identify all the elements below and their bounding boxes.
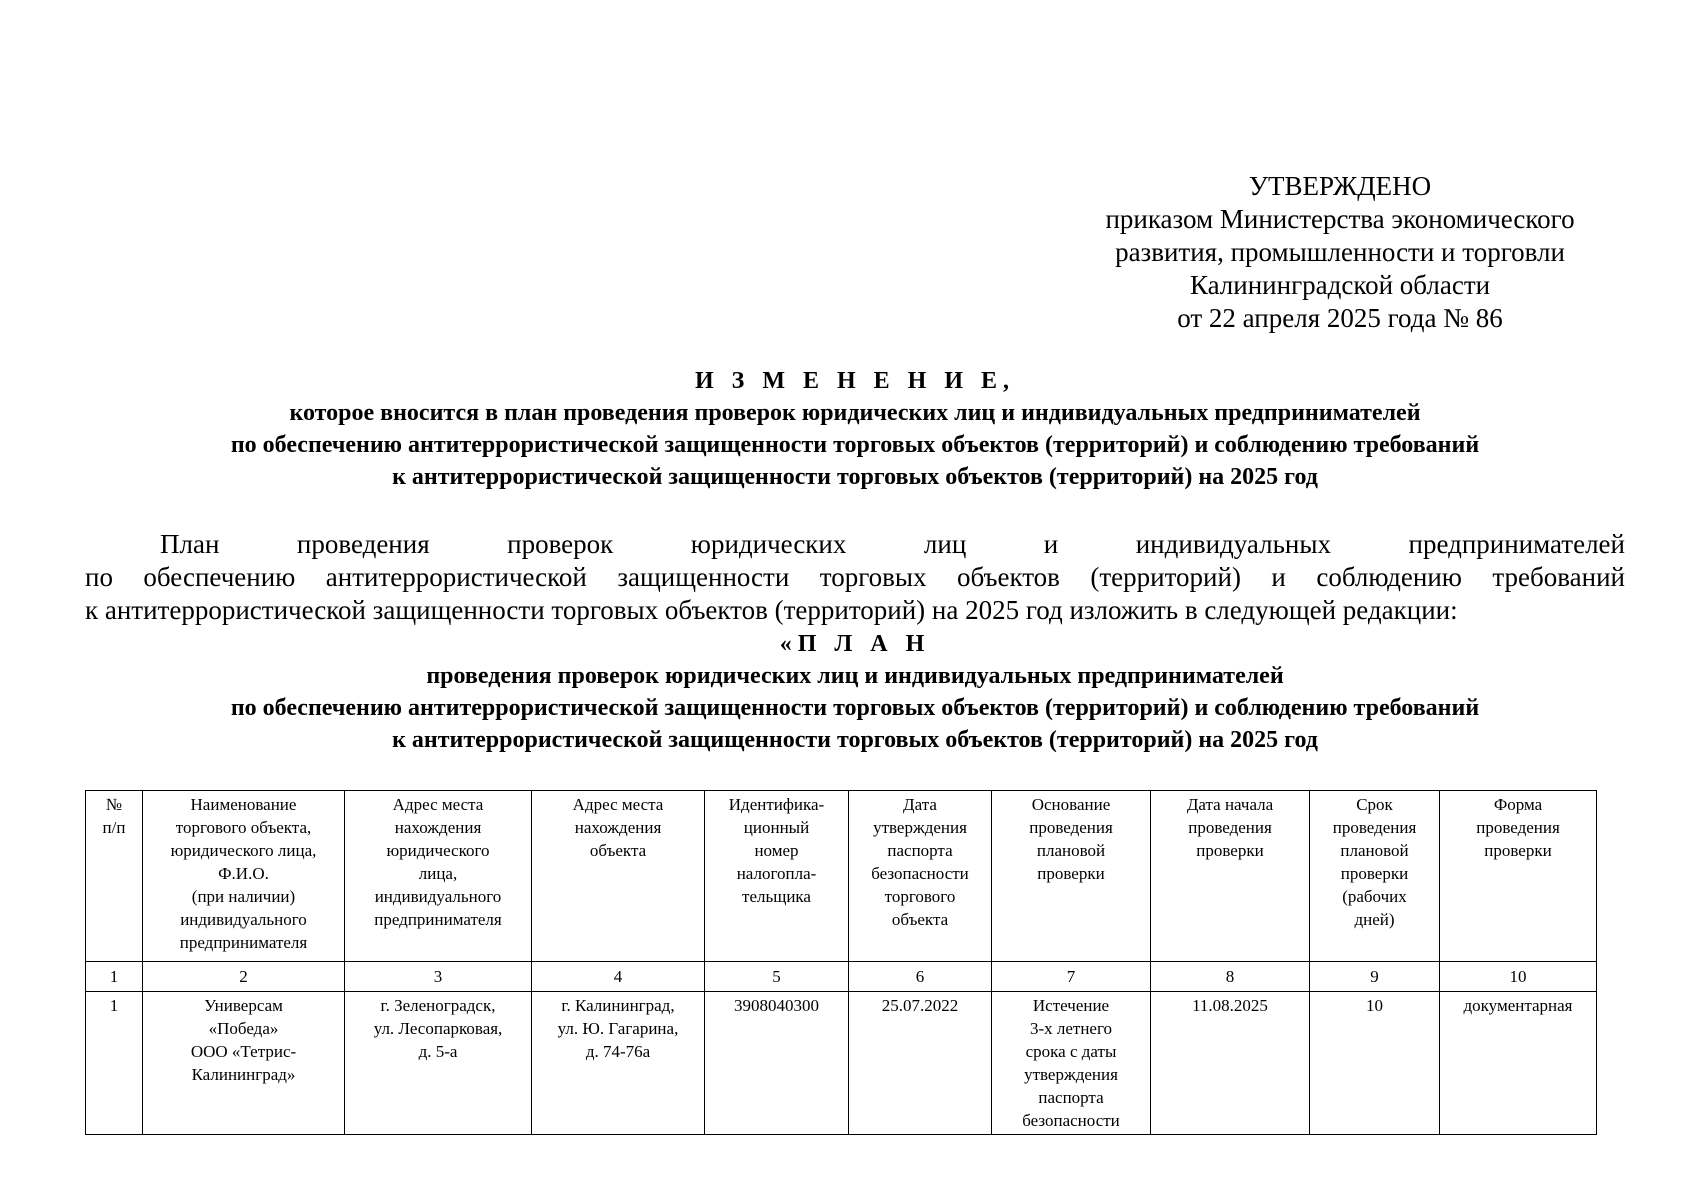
cell-line: Калининград» bbox=[191, 1065, 296, 1084]
cell-line: 11.08.2025 bbox=[1192, 996, 1268, 1015]
cell-line: нахождения bbox=[574, 818, 662, 837]
cell-line: проверки bbox=[1037, 864, 1105, 883]
cell-line: Срок bbox=[1356, 795, 1393, 814]
plan-subtitle-line: к антитеррористической защищенности торговых объектов (территорий) на 2025 год bbox=[392, 727, 1318, 753]
cell-line: «Победа» bbox=[208, 1019, 279, 1038]
cell-line: безопасности bbox=[871, 864, 969, 883]
table-cell bbox=[992, 992, 1151, 1135]
cell-line: номер bbox=[754, 841, 799, 860]
column-number: 2 bbox=[143, 962, 345, 992]
cell-line: Идентифика- bbox=[728, 795, 825, 814]
column-header bbox=[1440, 791, 1597, 962]
column-number: 10 bbox=[1440, 962, 1597, 992]
table-cell bbox=[705, 992, 849, 1135]
cell-line: Дата bbox=[903, 795, 937, 814]
intro-paragraph bbox=[85, 528, 1625, 627]
cell-line: объекта bbox=[589, 841, 647, 860]
cell-line: № bbox=[105, 795, 123, 814]
table-cell bbox=[849, 992, 992, 1135]
cell-line: д. 5-а bbox=[418, 1042, 458, 1061]
cell-line: 3908040300 bbox=[734, 996, 819, 1015]
cell-line: проведения bbox=[1188, 818, 1272, 837]
change-heading: И З М Е Н Е Н И Е, bbox=[694, 368, 1015, 394]
change-subtitle-line: которое вносится в план проведения проверок юридических лиц и индивидуальных предпринимателей bbox=[289, 400, 1421, 426]
table-cell bbox=[345, 992, 532, 1135]
table-row bbox=[86, 992, 1597, 1135]
cell-line: Универсам bbox=[204, 996, 283, 1015]
cell-line: 10 bbox=[1366, 996, 1383, 1015]
column-header bbox=[532, 791, 705, 962]
cell-line: ул. Ю. Гагарина, bbox=[557, 1019, 679, 1038]
column-number: 9 bbox=[1310, 962, 1440, 992]
change-title bbox=[85, 365, 1625, 493]
cell-line: юридического лица, bbox=[170, 841, 317, 860]
cell-line: проведения bbox=[1029, 818, 1113, 837]
column-numbers-row bbox=[86, 962, 1597, 992]
plan-heading: «П Л А Н bbox=[779, 631, 931, 657]
cell-line: плановой bbox=[1340, 841, 1409, 860]
change-subtitle-line: по обеспечению антитеррористической защищенности торговых объектов (территорий) и соблюдению требований bbox=[230, 432, 1480, 458]
cell-line: паспорта bbox=[1038, 1088, 1104, 1107]
cell-line: проверки bbox=[1484, 841, 1552, 860]
cell-line: Форма bbox=[1493, 795, 1543, 814]
cell-line: торгового объекта, bbox=[175, 818, 312, 837]
cell-line: документарная bbox=[1463, 996, 1573, 1015]
table-cell bbox=[86, 992, 143, 1135]
cell-line: лица, bbox=[418, 864, 458, 883]
cell-line: утверждения bbox=[1024, 1065, 1118, 1084]
column-header bbox=[849, 791, 992, 962]
column-header bbox=[705, 791, 849, 962]
approval-line: развития, промышленности и торговли bbox=[1115, 237, 1565, 267]
cell-line: ул. Лесопарковая, bbox=[373, 1019, 503, 1038]
cell-line: ционный bbox=[743, 818, 810, 837]
column-number: 8 bbox=[1151, 962, 1310, 992]
cell-line: г. Зеленоградск, bbox=[380, 996, 496, 1015]
cell-line: индивидуального bbox=[374, 887, 502, 906]
cell-line: Адрес места bbox=[572, 795, 664, 814]
cell-line: 25.07.2022 bbox=[881, 996, 959, 1015]
cell-line: проверки bbox=[1340, 864, 1409, 883]
approval-line: от 22 апреля 2025 года № 86 bbox=[1177, 303, 1503, 333]
cell-line: юридического bbox=[386, 841, 490, 860]
cell-line: 1 bbox=[109, 996, 119, 1015]
approval-line: приказом Министерства экономического bbox=[1105, 204, 1575, 234]
cell-line: плановой bbox=[1036, 841, 1106, 860]
intro-line: План проведения проверок юридических лиц и индивидуальных предпринимателей bbox=[160, 529, 1625, 559]
table-cell bbox=[532, 992, 705, 1135]
table-cell bbox=[1151, 992, 1310, 1135]
cell-line: дней) bbox=[1354, 910, 1395, 929]
approval-stamp bbox=[1100, 170, 1580, 335]
cell-line: (при наличии) bbox=[191, 887, 296, 906]
cell-line: срока с даты bbox=[1025, 1042, 1117, 1061]
cell-line: индивидуального bbox=[180, 910, 307, 929]
cell-line: п/п bbox=[102, 818, 126, 837]
column-header bbox=[1310, 791, 1440, 962]
column-header bbox=[992, 791, 1151, 962]
column-header bbox=[86, 791, 143, 962]
intro-line: к антитеррористической защищенности торговых объектов (территорий) на 2025 год изложить в следующей редакции: bbox=[85, 595, 1458, 625]
cell-line: безопасности bbox=[1022, 1111, 1120, 1130]
column-number: 4 bbox=[532, 962, 705, 992]
cell-line: Адрес места bbox=[392, 795, 484, 814]
cell-line: проверки bbox=[1196, 841, 1264, 860]
cell-line: объекта bbox=[891, 910, 949, 929]
cell-line: Ф.И.О. bbox=[218, 864, 269, 883]
cell-line: Наименование bbox=[190, 795, 297, 814]
column-header bbox=[1151, 791, 1310, 962]
cell-line: проведения bbox=[1476, 818, 1560, 837]
cell-line: налогопла- bbox=[736, 864, 817, 883]
cell-line: д. 74-76а bbox=[585, 1042, 651, 1061]
cell-line: утверждения bbox=[873, 818, 967, 837]
approval-line: Калининградской области bbox=[1189, 270, 1491, 300]
approval-line: УТВЕРЖДЕНО bbox=[1248, 171, 1432, 201]
column-number: 5 bbox=[705, 962, 849, 992]
cell-line: нахождения bbox=[394, 818, 482, 837]
cell-line: г. Калининград, bbox=[561, 996, 675, 1015]
table-cell bbox=[1310, 992, 1440, 1135]
cell-line: проведения bbox=[1332, 818, 1417, 837]
plan-title bbox=[85, 628, 1625, 756]
table-header-row bbox=[86, 791, 1597, 962]
column-number: 7 bbox=[992, 962, 1151, 992]
column-number: 6 bbox=[849, 962, 992, 992]
column-number: 3 bbox=[345, 962, 532, 992]
table-cell bbox=[1440, 992, 1597, 1135]
cell-line: (рабочих bbox=[1342, 887, 1407, 906]
column-header bbox=[345, 791, 532, 962]
cell-line: Основание bbox=[1031, 795, 1111, 814]
cell-line: ООО «Тетрис- bbox=[190, 1042, 297, 1061]
cell-line: 3-х летнего bbox=[1029, 1019, 1113, 1038]
column-number: 1 bbox=[86, 962, 143, 992]
intro-line: по обеспечению антитеррористической защищенности торговых объектов (территорий) и соблюдению требований bbox=[85, 562, 1625, 592]
plan-subtitle-line: по обеспечению антитеррористической защищенности торговых объектов (территорий) и соблюдению требований bbox=[230, 695, 1480, 721]
cell-line: тельщика bbox=[742, 887, 811, 906]
cell-line: торгового bbox=[884, 887, 956, 906]
table-cell bbox=[143, 992, 345, 1135]
cell-line: Истечение bbox=[1032, 996, 1110, 1015]
plan-subtitle-line: проведения проверок юридических лиц и индивидуальных предпринимателей bbox=[426, 663, 1284, 689]
cell-line: предпринимателя bbox=[374, 910, 502, 929]
cell-line: предпринимателя bbox=[179, 933, 308, 952]
change-subtitle-line: к антитеррористической защищенности торговых объектов (территорий) на 2025 год bbox=[392, 464, 1318, 490]
cell-line: Дата начала bbox=[1186, 795, 1274, 814]
cell-line: паспорта bbox=[887, 841, 953, 860]
column-header bbox=[143, 791, 345, 962]
inspection-plan-table bbox=[85, 790, 1597, 1135]
